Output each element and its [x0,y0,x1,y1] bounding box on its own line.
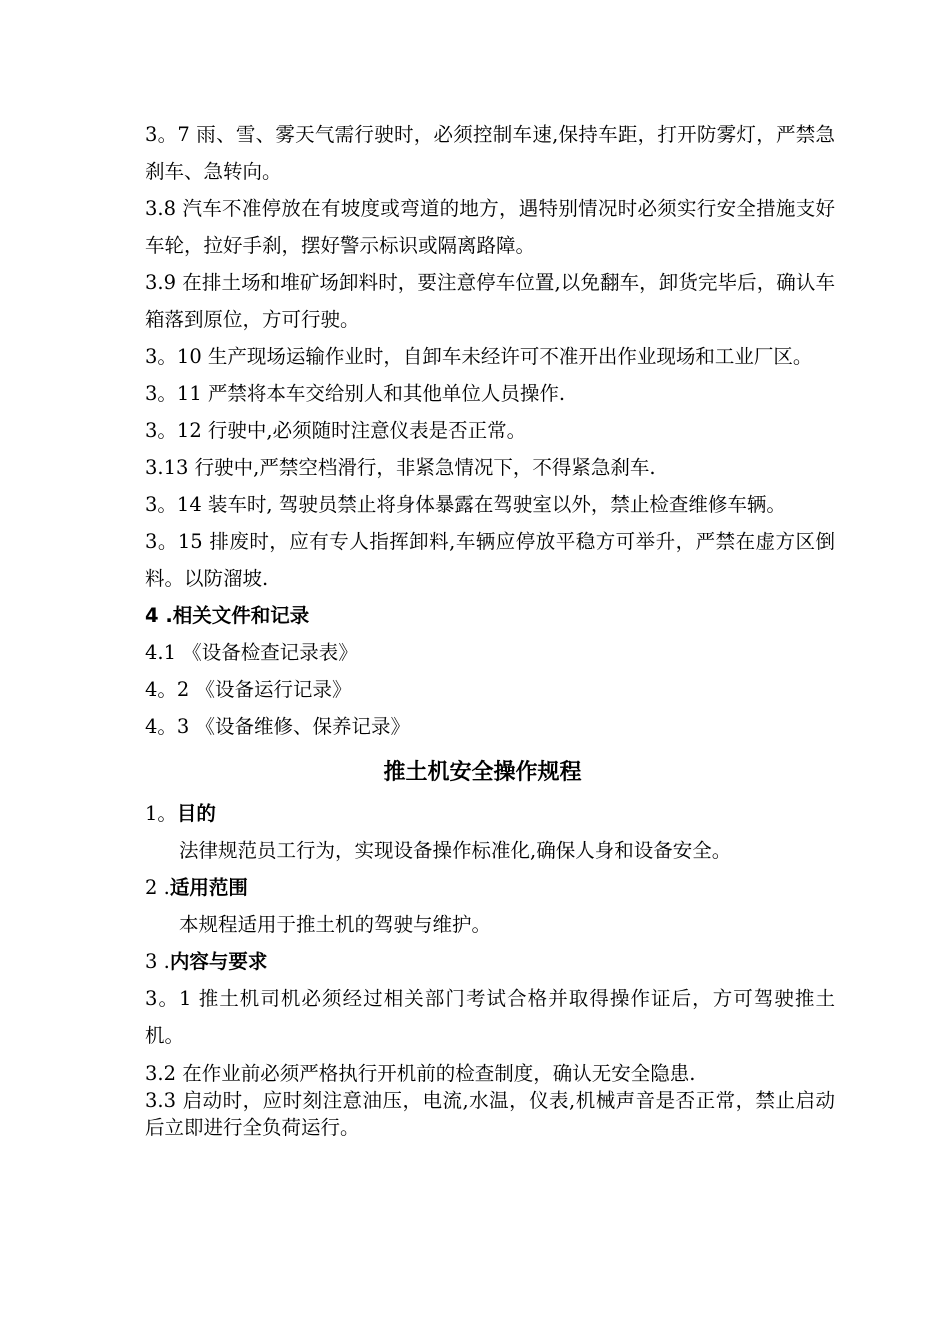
section-1-text: 法律规范员工行为，实现设备操作标准化,确保人身和设备安全。 [179,839,732,862]
paragraph-3-2: 3.2 在作业前必须严格执行开机前的检查制度，确认无安全隐患. [145,1062,696,1085]
paragraph-3-8: 3.8 汽车不准停放在有坡度或弯道的地方，遇特别情况时必须实行安全措施支好车轮，拉好手刹，摆好警示标识或隔离路障。 [145,197,835,257]
section-3-number: 3 . [145,950,170,973]
paragraph-3-3: 3.3 启动时，应时刻注意油压，电流,水温，仪表,机械声音是否正常，禁止启动后立即进行全负荷运行。 [145,1089,835,1139]
paragraph-3-7: 3。7 雨、雪、雾天气需行驶时，必须控制车速,保持车距，打开防雾灯，严禁急刹车、急转向。 [145,123,835,183]
paragraph-3-9: 3.9 在排土场和堆矿场卸料时，要注意停车位置,以免翻车，卸货完毕后，确认车箱落到原位，方可行驶。 [145,271,835,331]
paragraph-3-15: 3。15 排废时，应有专人指挥卸料,车辆应停放平稳方可举升，严禁在虚方区倒料。以防溜坡. [145,530,835,590]
section-1-heading [145,795,835,832]
paragraph-3-14: 3。14 装车时, 驾驶员禁止将身体暴露在驾驶室以外，禁止检查维修车辆。 [145,493,786,516]
paragraph-3-10: 3。10 生产现场运输作业时，自卸车未经许可不准开出作业现场和工业厂区。 [145,345,813,368]
paragraph-3-11: 3。11 严禁将本车交给别人和其他单位人员操作. [145,382,566,405]
paragraph-3-12: 3。12 行驶中,必须随时注意仪表是否正常。 [145,419,527,442]
section-2-title: 适用范围 [169,876,248,899]
record-4-3: 4。3 《设备维修、保养记录》 [145,715,411,738]
record-4-1: 4.1 《设备检查记录表》 [145,641,358,664]
document-content [145,116,835,1141]
section-2-heading [145,869,835,906]
section-3-title: 内容与要求 [169,950,268,973]
section-4-heading [145,597,835,634]
section-2-number: 2 . [145,876,170,899]
section-4-title: 相关文件和记录 [172,604,310,627]
document-title: 推土机安全操作规程 [383,760,582,785]
section-2-text: 本规程适用于推土机的驾驶与维护。 [179,913,492,936]
section-3-heading [145,943,835,980]
section-1-number: 1。 [145,802,177,825]
section-4-number: 4 . [145,604,173,627]
record-4-2: 4。2 《设备运行记录》 [145,678,352,701]
paragraph-3-1: 3。1 推土机司机必须经过相关部门考试合格并取得操作证后，方可驾驶推土机。 [145,987,835,1047]
paragraph-3-13: 3.13 行驶中,严禁空档滑行，非紧急情况下，不得紧急刹车. [145,456,656,479]
section-1-title: 目的 [176,802,216,825]
